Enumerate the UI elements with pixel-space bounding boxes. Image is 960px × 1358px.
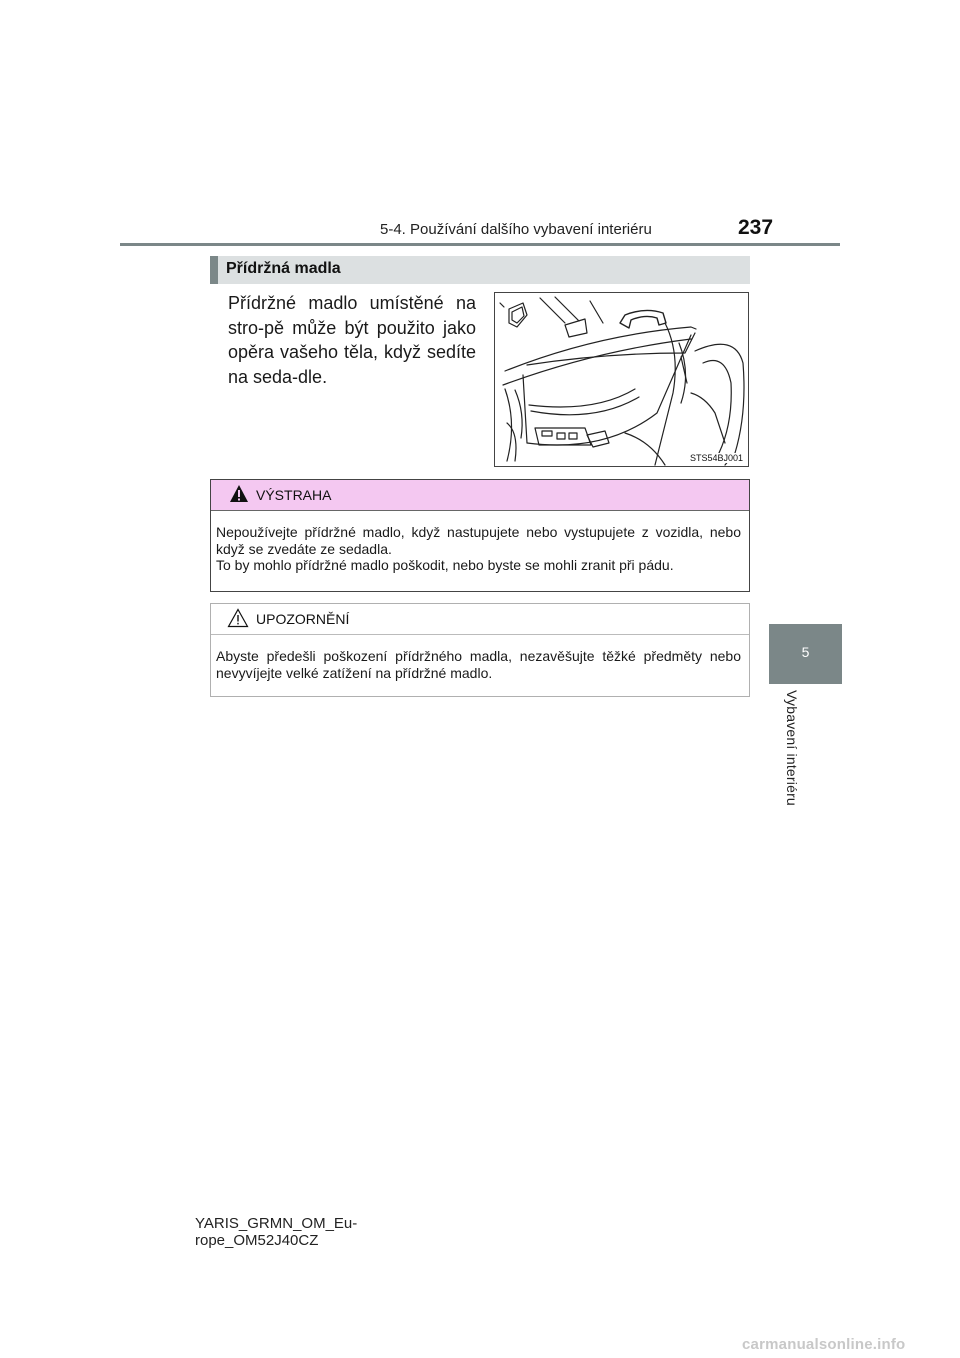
chapter-number: 5 xyxy=(801,644,810,660)
caution-triangle-icon xyxy=(227,608,249,628)
notice-box xyxy=(210,603,750,697)
section-heading xyxy=(210,256,750,284)
warning-header xyxy=(211,480,749,511)
warning-triangle-icon xyxy=(229,484,249,504)
running-header: 5-4. Používání dalšího vybavení interiéru xyxy=(380,221,652,238)
chapter-label: Vybavení interiéru xyxy=(784,690,800,806)
warning-text-1: Nepoužívejte přídržné madlo, když nastupujete nebo vystupujete z vozidla, nebo když se zvedáte ze sedadla. xyxy=(216,524,741,557)
section-body-text: Přídržné madlo umístěné na stro-pě může být použito jako opěra vašeho těla, když sedíte na seda-dle. xyxy=(228,293,476,387)
chapter-tab xyxy=(769,624,842,684)
heading-accent-bar xyxy=(210,256,218,284)
watermark: carmanualsonline.info xyxy=(742,1336,906,1353)
warning-text-2: To by mohlo přídržné madlo poškodit, nebo byste se mohli zranit při pádu. xyxy=(216,557,674,573)
figure-code: STS54BJ001 xyxy=(689,453,743,463)
footer-doc-id xyxy=(195,1215,357,1249)
header-rule xyxy=(120,243,840,246)
warning-box xyxy=(210,479,750,592)
section-title: Přídržná madla xyxy=(226,260,341,277)
notice-header xyxy=(211,604,749,635)
footer-line-2: rope_OM52J40CZ xyxy=(195,1232,319,1249)
footer-line-1: YARIS_GRMN_OM_Eu- xyxy=(195,1215,358,1232)
page-number: 237 xyxy=(738,216,774,239)
notice-title: UPOZORNĚNÍ xyxy=(256,611,350,627)
warning-title: VÝSTRAHA xyxy=(256,487,332,503)
car-interior-drawing xyxy=(495,293,749,467)
notice-text: Abyste předešli poškození přídržného madla, nezavěšujte těžké předměty nebo nevyvíjejte velké zatížení na přídržné madlo. xyxy=(216,648,741,681)
assist-grip-illustration xyxy=(494,292,749,467)
